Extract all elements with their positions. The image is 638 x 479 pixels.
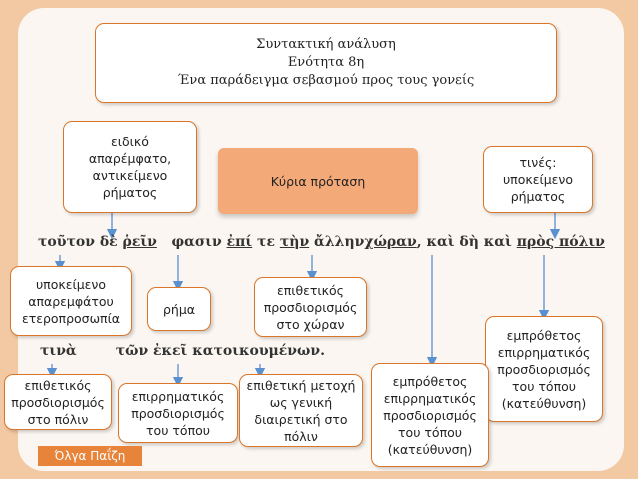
box-main-clause: Κύρια πρόταση	[218, 148, 418, 214]
word-ekei: ἐκεῖ	[153, 343, 188, 359]
title-line2: Ενότητα 8η	[287, 55, 365, 70]
word-choran: χώραν	[364, 234, 417, 250]
box-attributive-polin: επιθετικός προσδιορισμός στο πόλιν	[4, 374, 112, 430]
sentence-line-2	[40, 343, 325, 359]
title-box	[95, 23, 557, 103]
word-touton: τοῦτον δὲ	[38, 234, 118, 250]
box-attributive-participle: επιθετική μετοχή ως γενική διαιρετική στο πόλιν	[239, 374, 363, 447]
word-kai-de-kai: , καὶ δὴ καὶ	[416, 234, 512, 250]
author-label: Όλγα Παΐζη	[38, 446, 142, 466]
word-ton: τῶν	[115, 343, 149, 359]
word-ten: τὴν	[279, 234, 310, 250]
title-line3: Ένα παράδειγμα σεβασμού προς τους γονείς	[177, 73, 475, 88]
title-line1: Συντακτική ανάλυση	[256, 37, 396, 52]
word-katoikoumenon: κατοικουμένων.	[192, 343, 325, 359]
word-fasin: φασιν	[171, 234, 222, 250]
box-prep-direction-bottom: εμπρόθετος επιρρηματικός προσδιορισμός του τόπου (κατεύθυνση)	[371, 363, 489, 467]
box-tines-subject: τινές: υποκείμενο ρήματος	[483, 146, 593, 213]
word-rhein: ῥεῖν	[122, 234, 157, 250]
box-prep-direction-right: εμπρόθετος επιρρηματικός προσδιορισμός του τόπου (κατεύθυνση)	[485, 316, 603, 422]
box-infinitive-subject: υποκείμενο απαρεμφάτου ετεροπροσωπία	[10, 266, 132, 336]
box-verb: ρήμα	[147, 287, 211, 331]
word-te: τε	[257, 234, 275, 250]
box-adverbial-place: επιρρηματικός προσδιορισμός του τόπου	[118, 383, 238, 443]
word-epi: ἐπί	[226, 234, 253, 250]
word-tina: τινὰ	[40, 343, 77, 359]
box-attributive-choran: επιθετικός προσδιορισμός στο χώραν	[254, 277, 367, 337]
sentence-line-1	[38, 234, 605, 250]
word-pros-polin: πρὸς πόλιν	[516, 234, 605, 250]
box-special-infinitive: ειδικό απαρέμφατο, αντικείμενο ρήματος	[63, 121, 197, 213]
word-allen: ἄλλην	[314, 234, 365, 250]
